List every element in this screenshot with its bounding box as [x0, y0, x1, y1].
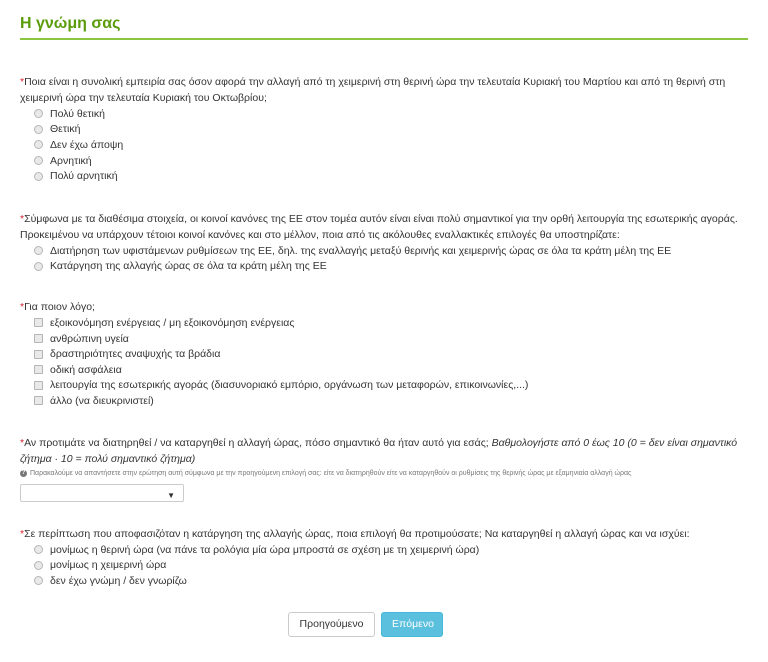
- checkbox-option[interactable]: [20, 378, 748, 394]
- option-label: Θετική: [50, 123, 81, 136]
- question-text: Αν προτιμάτε να διατηρηθεί / να καταργηθεί η αλλαγή ώρας, πόσο σημαντικό θα ήταν αυτό για εσάς;: [24, 436, 489, 449]
- checkbox-option[interactable]: [20, 331, 748, 347]
- radio-button[interactable]: [34, 109, 43, 118]
- checkbox-option[interactable]: [20, 393, 748, 409]
- hint-text: Παρακαλούμε να απαντήσετε στην ερώτηση αυτή σύμφωνα με την προηγούμενη επιλογή σας: είτε να διατηρηθούν είτε να καταργηθούν οι ρυθμίσεις της θερινής ώρας με εξαμηνιαία αλλαγή ώρας: [30, 469, 632, 477]
- required-mark: *: [20, 76, 25, 88]
- required-mark: *: [20, 301, 25, 314]
- radio-button[interactable]: [34, 561, 43, 570]
- question-preferred-time: [20, 526, 748, 589]
- option-label: δεν έχω γνώμη / δεν γνωρίζω: [50, 574, 187, 587]
- next-button[interactable]: Επόμενο: [381, 612, 443, 637]
- checkbox-option[interactable]: [20, 346, 748, 362]
- radio-option[interactable]: [20, 243, 748, 259]
- option-label: Πολύ αρνητική: [50, 170, 118, 183]
- radio-button[interactable]: [34, 246, 43, 255]
- importance-select[interactable]: [20, 484, 184, 502]
- radio-option[interactable]: [20, 557, 748, 573]
- radio-button[interactable]: [34, 140, 43, 149]
- question-text: Σύμφωνα με τα διαθέσιμα στοιχεία, οι κοινοί κανόνες της ΕΕ στον τομέα αυτόν είναι είναι πολύ σημαντικοί για την ορθή λειτουργία της εσωτερικής αγοράς. Προκειμένου να υπάρχουν τέτοιοι κοινοί κανόνες και στο μέλλον, ποια από τις ακόλουθες εναλλακτικές επιλογές θα υποστηρίζατε:: [20, 212, 738, 241]
- radio-button[interactable]: [34, 262, 43, 271]
- question-importance: [20, 435, 748, 502]
- option-label: ανθρώπινη υγεία: [50, 332, 129, 345]
- radio-option[interactable]: [20, 106, 748, 122]
- required-mark: *: [20, 527, 25, 540]
- question-overall-experience: [20, 74, 748, 184]
- radio-option[interactable]: [20, 542, 748, 558]
- checkbox[interactable]: [34, 365, 43, 374]
- section-title: Η γνώμη σας: [20, 14, 748, 40]
- checkbox[interactable]: [34, 334, 43, 343]
- radio-button[interactable]: [34, 545, 43, 554]
- radio-button[interactable]: [34, 125, 43, 134]
- option-label: μονίμως η θερινή ώρα (να πάνε τα ρολόγια μία ώρα μπροστά σε σχέση με τη χειμερινή ώρα): [50, 543, 480, 556]
- checkbox[interactable]: [34, 318, 43, 327]
- radio-option[interactable]: [20, 168, 748, 184]
- checkbox[interactable]: [34, 381, 43, 390]
- option-label: εξοικονόμηση ενέργειας / μη εξοικονόμηση ενέργειας: [50, 316, 295, 329]
- question-text: Σε περίπτωση που αποφασιζόταν η κατάργηση της αλλαγής ώρας, ποια επιλογή θα προτιμούσατε; Να καταργηθεί η αλλαγή ώρας και να ισχύει:: [24, 527, 690, 540]
- option-label: Πολύ θετική: [50, 107, 105, 120]
- hint: [20, 469, 748, 478]
- option-label: δραστηριότητες αναψυχής τα βράδια: [50, 348, 221, 361]
- option-label: λειτουργία της εσωτερικής αγοράς (διασυνοριακό εμπόριο, οργάνωση των μεταφορών, επικοινωνίες,...): [50, 379, 529, 392]
- option-label: οδική ασφάλεια: [50, 363, 122, 376]
- radio-option[interactable]: [20, 573, 748, 589]
- option-label: μονίμως η χειμερινή ώρα: [50, 559, 167, 572]
- radio-button[interactable]: [34, 156, 43, 165]
- radio-button[interactable]: [34, 576, 43, 585]
- checkbox-option[interactable]: [20, 362, 748, 378]
- required-mark: *: [20, 436, 25, 449]
- option-label: Αρνητική: [50, 154, 92, 167]
- question-alternative-options: [20, 211, 748, 274]
- question-text: Ποια είναι η συνολική εμπειρία σας όσον αφορά την αλλαγή από τη χειμερινή στη θερινή ώρα την τελευταία Κυριακή του Μαρτίου και από τη θερινή στη χειμερινή ώρα την τελευταία Κυριακή του Οκτωβρίου;: [20, 76, 726, 104]
- navigation-buttons: [288, 612, 443, 637]
- question-circle-icon: ?: [21, 469, 26, 476]
- previous-button[interactable]: Προηγούμενο: [288, 612, 375, 637]
- radio-button[interactable]: [34, 172, 43, 181]
- question-emphasis: Βαθμολογήστε από 0 έως 10 (0 = δεν είναι σημαντικό ζήτημα · 10 = πολύ σημαντικό ζήτημα): [20, 436, 738, 465]
- radio-option[interactable]: [20, 137, 748, 153]
- survey-page: [20, 14, 748, 589]
- checkbox[interactable]: [34, 350, 43, 359]
- required-mark: *: [20, 212, 25, 225]
- radio-option[interactable]: [20, 153, 748, 169]
- question-text: Για ποιον λόγο;: [24, 301, 95, 314]
- option-label: άλλο (να διευκρινιστεί): [50, 394, 154, 407]
- checkbox-option[interactable]: [20, 315, 748, 331]
- checkbox[interactable]: [34, 396, 43, 405]
- option-label: Κατάργηση της αλλαγής ώρας σε όλα τα κράτη μέλη της ΕΕ: [50, 260, 327, 273]
- option-label: Διατήρηση των υφιστάμενων ρυθμίσεων της ΕΕ, δηλ. της εναλλαγής μεταξύ θερινής και χειμερινής ώρας σε όλα τα κράτη μέλη της ΕΕ: [50, 244, 672, 257]
- caret-down-icon: ▼: [167, 490, 175, 500]
- option-label: Δεν έχω άποψη: [50, 138, 124, 151]
- question-reasons: [20, 299, 748, 409]
- radio-option[interactable]: [20, 122, 748, 138]
- radio-option[interactable]: [20, 259, 748, 275]
